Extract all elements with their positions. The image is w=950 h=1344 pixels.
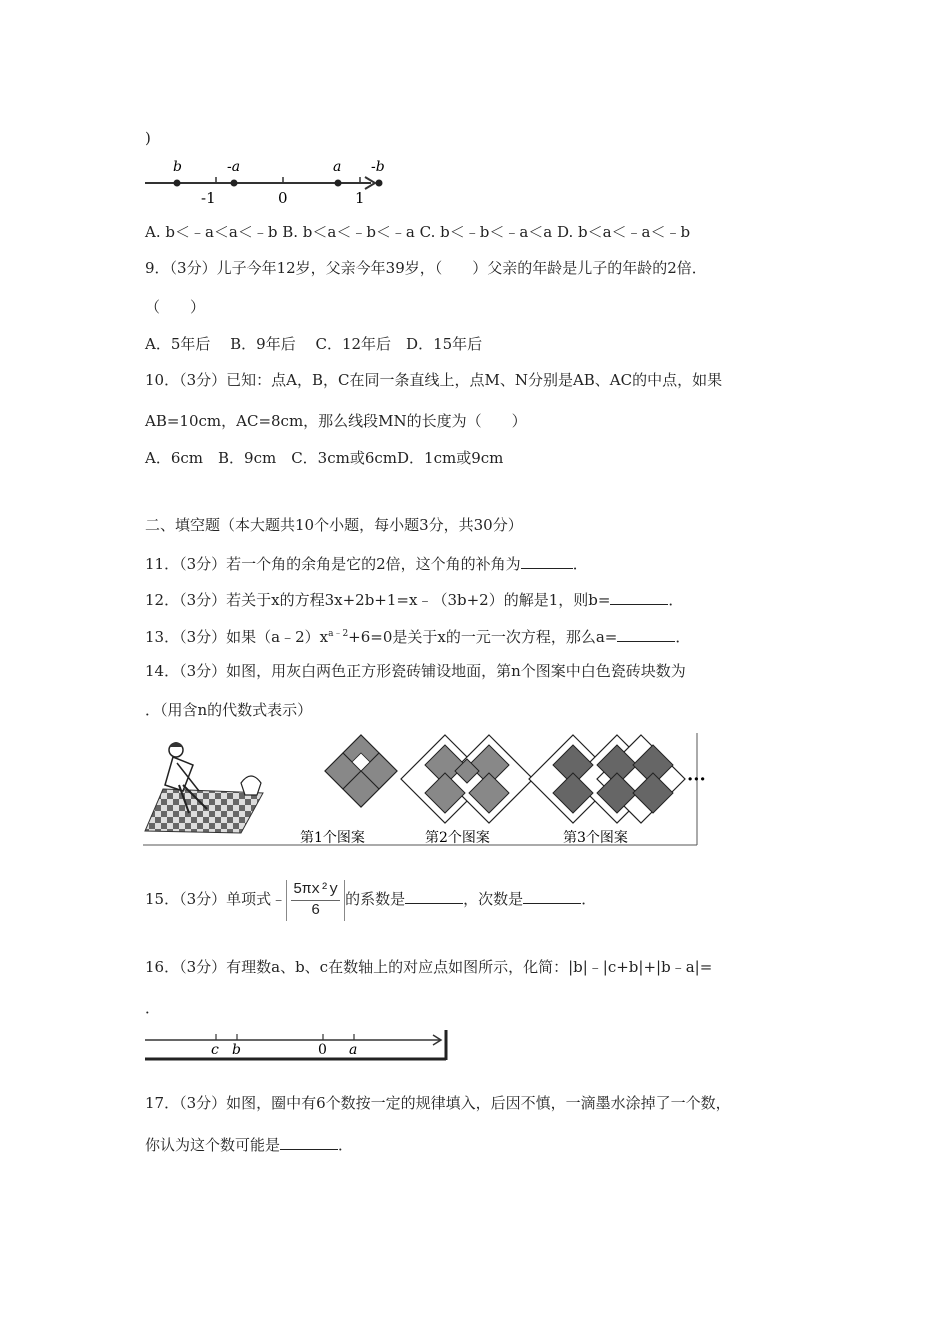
label-c: c	[211, 1042, 219, 1058]
q15: 15．（3分）单项式﹣ $\frac{\text{5πx²y}}{6}$ 的系数是 ，次数是 ．	[145, 880, 597, 919]
tick-neg1: -1	[201, 189, 216, 207]
tick-1: 1	[355, 189, 365, 207]
q15-numerator: 5πx²y	[291, 880, 340, 901]
label-zero: 0	[318, 1042, 327, 1058]
tick-0: 0	[278, 189, 288, 207]
tile-pattern-3	[529, 735, 685, 823]
q15-denominator: 6	[311, 901, 321, 919]
label-a: a	[333, 159, 342, 175]
q15-text-mid: 的系数是	[345, 890, 406, 908]
q9-stem: 9．（3分）儿子今年12岁，父亲今年39岁，（ ）父亲的年龄是儿子的年龄的2倍．	[145, 259, 707, 277]
label-a2: a	[349, 1042, 358, 1058]
q14-stem-2: ．（用含n的代数式表示）	[145, 701, 313, 719]
pattern-label-3: 第3个图案	[563, 830, 628, 846]
number-line-figure-1	[143, 152, 383, 210]
q13: 13．（3分）如果$(a﹣2)x^{a﹣2}+6=0$是关于x的一元一次方程，那么a= ．	[145, 628, 691, 646]
q17-stem-2: 你认为这个数可能是 ．	[145, 1136, 354, 1154]
tile-pattern-figure	[143, 733, 706, 849]
tile-pattern-2	[401, 735, 533, 823]
continued-paren: )	[145, 129, 151, 147]
q13-text-post: +6=0是关于x的一元一次方程，那么a=	[348, 628, 618, 646]
q10-stem-2: AB=10cm，AC=8cm，那么线段MN的长度为（ ）	[145, 412, 527, 430]
q10-options: A．6cm B．9cm C．3cm或6cmD．1cm或9cm	[145, 449, 504, 467]
q13-blank	[617, 626, 675, 642]
q8-options: A. b＜﹣a＜a＜﹣b B. b＜a＜﹣b＜﹣a C. b＜﹣b＜﹣a＜a D. b＜a＜﹣a＜﹣b	[145, 223, 691, 241]
tile-pattern-1	[325, 735, 397, 807]
q11-text: 11．（3分）若一个角的余角是它的2倍，这个角的补角为	[145, 555, 521, 573]
section-2-title: 二、填空题（本大题共10个小题，每小题3分，共30分）	[145, 516, 523, 534]
pattern-label-2: 第2个图案	[425, 830, 490, 846]
q17-stem-1: 17．（3分）如图，圈中有6个数按一定的规律填入，后因不慎，一滴墨水涂掉了一个数，	[145, 1094, 731, 1112]
q12: 12．（3分）若关于x的方程3x+2b+1=x﹣（3b+2）的解是1，则b= ．	[145, 591, 684, 609]
q16-stem: 16．（3分）有理数a、b、c在数轴上的对应点如图所示，化简：|b|﹣|c+b|+|b﹣a|=	[145, 958, 713, 976]
label-b2: b	[232, 1042, 241, 1058]
q10-stem-1: 10．（3分）已知：点A，B，C在同一条直线上，点M、N分别是AB、AC的中点，如果	[145, 371, 723, 389]
q12-text: 12．（3分）若关于x的方程3x+2b+1=x﹣（3b+2）的解是1，则b=	[145, 591, 611, 609]
q15-blank-degree	[523, 888, 581, 904]
number-line-figure-2	[143, 1028, 449, 1062]
label-neg-a: -a	[227, 159, 241, 175]
q16-stem-2: ．	[145, 999, 161, 1017]
q11: 11．（3分）若一个角的余角是它的2倍，这个角的补角为 ．	[145, 555, 588, 573]
worker-illustration	[145, 742, 263, 833]
q13-exponent: a﹣2	[328, 629, 349, 639]
more-dots: ···	[687, 769, 706, 790]
pattern-label-1: 第1个图案	[300, 830, 365, 846]
q15-fraction	[286, 880, 345, 921]
q9-paren: （ ）	[145, 298, 206, 316]
q15-text-pre: 15．（3分）单项式﹣	[145, 890, 287, 908]
q17-blank	[280, 1134, 338, 1150]
label-neg-b: -b	[371, 159, 385, 175]
q9-options: A．5年后 B．9年后 C．12年后 D．15年后	[145, 335, 483, 353]
label-b: b	[173, 159, 182, 175]
q11-blank	[521, 553, 573, 569]
q14-stem-1: 14．（3分）如图，用灰白两色正方形瓷砖铺设地面，第n个图案中白色瓷砖块数为	[145, 662, 686, 680]
q15-blank-coef	[405, 888, 463, 904]
q13-text-pre: 13．（3分）如果（a﹣2）x	[145, 628, 329, 646]
q12-blank	[610, 589, 668, 605]
